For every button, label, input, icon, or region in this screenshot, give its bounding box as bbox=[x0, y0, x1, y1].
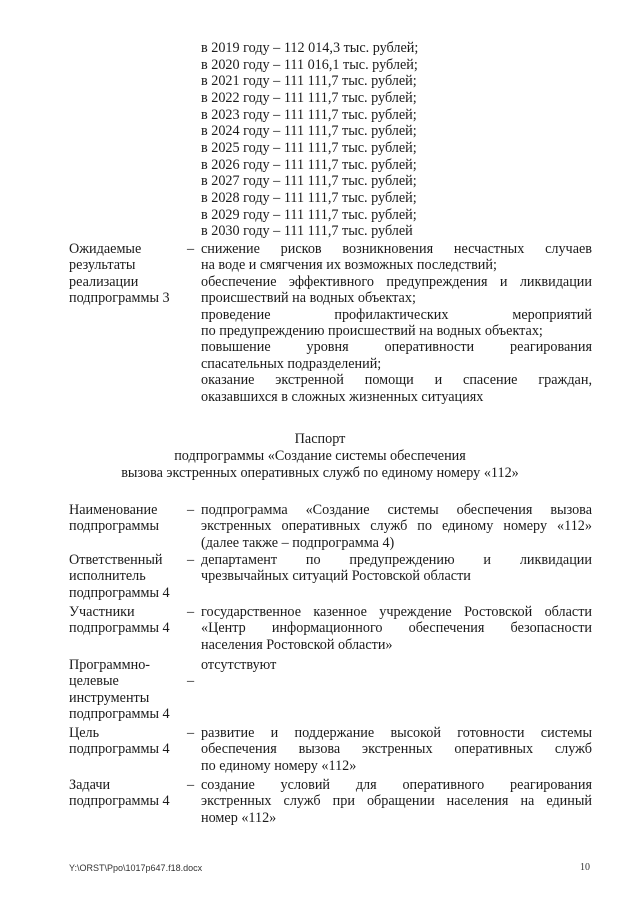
instruments-text: отсутствуют bbox=[201, 657, 277, 673]
passport-title: Паспорт bbox=[294, 431, 346, 447]
results-text: снижение рисков возникновения несчастных случаев на воде и смягчения их возможных последствий; обеспечение эффективного предупреждения и ликвидации происшествий на водных объектах; проведение профилактических мероприятий по предупреждению происшествий на водных объектах; повышение уровня оперативности реагирования спасательных подразделений; оказание экстренной помощи и спасение граждан, оказавшихся в сложных жизненных ситуациях bbox=[201, 241, 592, 405]
tasks-label: Задачи подпрограммы 4 bbox=[69, 777, 170, 810]
budget-line: в 2025 году – 111 111,7 тыс. рублей; bbox=[201, 140, 417, 156]
row-dash: – bbox=[187, 552, 195, 568]
row-dash: – bbox=[187, 604, 195, 620]
row-dash: – bbox=[187, 241, 195, 257]
budget-line: в 2020 году – 111 016,1 тыс. рублей; bbox=[201, 57, 418, 73]
name-text: подпрограмма «Создание системы обеспечения вызова экстренных оперативных служб по единому номеру «112» (далее также – подпрограмма 4) bbox=[201, 502, 592, 551]
budget-line: в 2028 году – 111 111,7 тыс. рублей; bbox=[201, 190, 417, 206]
goal-text: развитие и поддержание высокой готовности системы обеспечения вызова экстренных оперативных служб по единому номеру «112» bbox=[201, 725, 592, 774]
budget-line: в 2019 году – 112 014,3 тыс. рублей; bbox=[201, 40, 419, 56]
budget-line: в 2026 году – 111 111,7 тыс. рублей; bbox=[201, 157, 417, 173]
budget-line: в 2022 году – 111 111,7 тыс. рублей; bbox=[201, 90, 417, 106]
participants-text: государственное казенное учреждение Ростовской области «Центр информационного обеспечения безопасности населения Ростовской области» bbox=[201, 604, 592, 653]
budget-line: в 2023 году – 111 111,7 тыс. рублей; bbox=[201, 107, 417, 123]
instruments-label: Программно- целевые инструменты подпрограммы 4 bbox=[69, 657, 170, 723]
row-dash: – bbox=[187, 673, 195, 689]
passport-subtitle: вызова экстренных оперативных служб по единому номеру «112» bbox=[121, 465, 519, 481]
goal-label: Цель подпрограммы 4 bbox=[69, 725, 170, 758]
budget-line: в 2021 году – 111 111,7 тыс. рублей; bbox=[201, 73, 417, 89]
budget-line: в 2030 году – 111 111,7 тыс. рублей bbox=[201, 223, 413, 239]
passport-subtitle: подпрограммы «Создание системы обеспечения bbox=[174, 448, 466, 464]
name-label: Наименование подпрограммы bbox=[69, 502, 159, 535]
row-dash: – bbox=[187, 777, 195, 793]
participants-label: Участники подпрограммы 4 bbox=[69, 604, 170, 637]
row-dash: – bbox=[187, 725, 195, 741]
budget-line: в 2029 году – 111 111,7 тыс. рублей; bbox=[201, 207, 417, 223]
footer-file-path: Y:\ORST\Ppo\1017p647.f18.docx bbox=[69, 863, 203, 873]
budget-line: в 2024 году – 111 111,7 тыс. рублей; bbox=[201, 123, 417, 139]
tasks-text: создание условий для оперативного реагирования экстренных служб при обращении населения на единый номер «112» bbox=[201, 777, 592, 826]
page-number: 10 bbox=[580, 862, 590, 873]
results-label: Ожидаемые результаты реализации подпрограммы 3 bbox=[69, 241, 170, 307]
executor-label: Ответственный исполнитель подпрограммы 4 bbox=[69, 552, 170, 601]
budget-line: в 2027 году – 111 111,7 тыс. рублей; bbox=[201, 173, 417, 189]
row-dash: – bbox=[187, 502, 195, 518]
executor-text: департамент по предупреждению и ликвидации чрезвычайных ситуаций Ростовской области bbox=[201, 552, 592, 585]
